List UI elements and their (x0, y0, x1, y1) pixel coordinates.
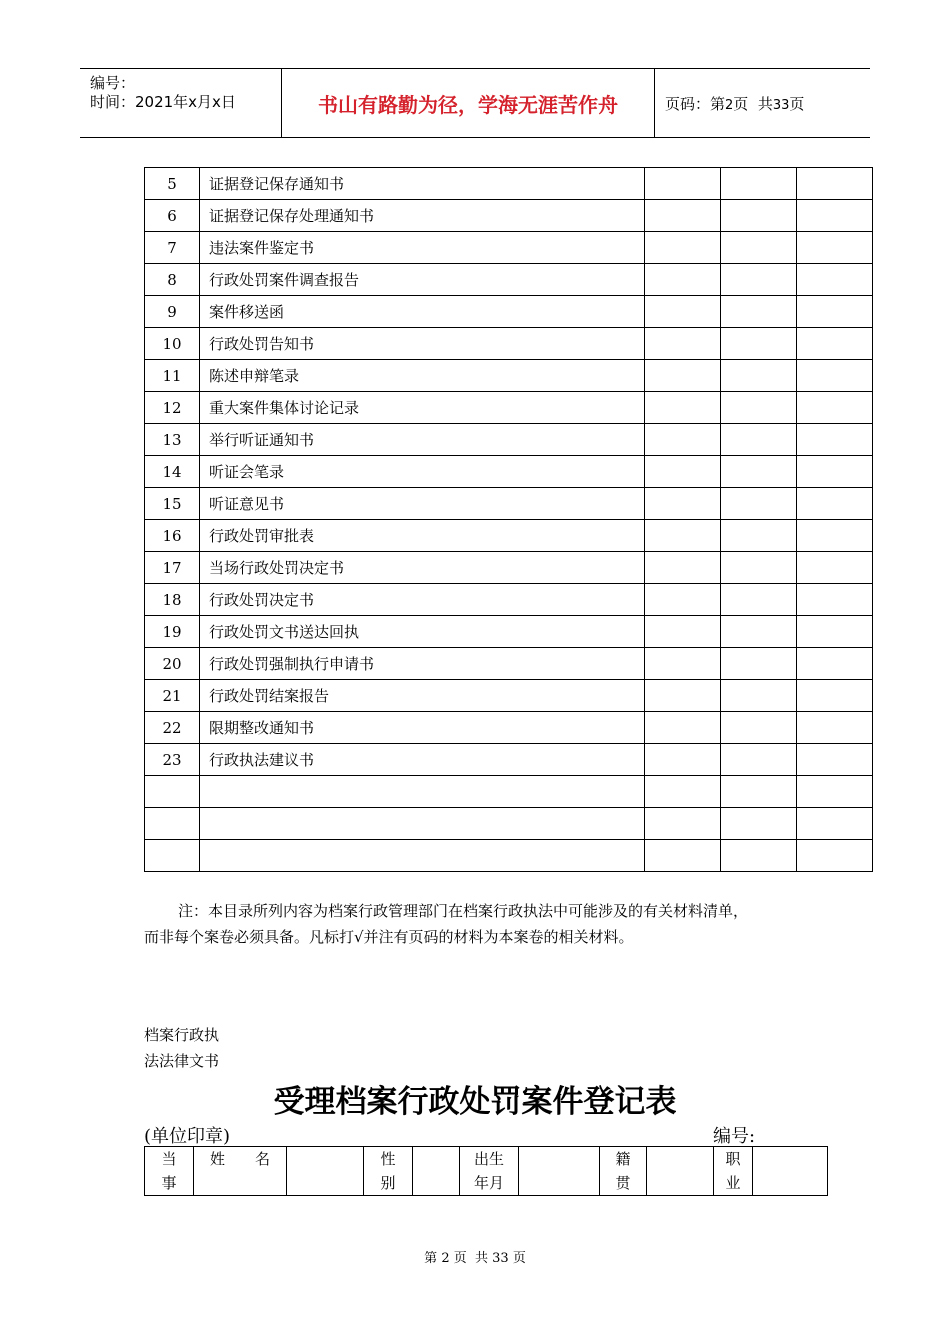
row-mark-cell[interactable] (645, 424, 721, 456)
row-number: 19 (145, 616, 200, 648)
table-row (145, 648, 873, 680)
party-label-2: 事 (161, 1174, 177, 1192)
table-row (145, 296, 873, 328)
origin-label (600, 1147, 647, 1196)
row-mark-cell[interactable] (645, 200, 721, 232)
row-page-cell[interactable] (721, 392, 797, 424)
row-page-cell[interactable] (721, 520, 797, 552)
table-row (145, 584, 873, 616)
row-page-cell[interactable] (721, 744, 797, 776)
table-row (145, 840, 873, 872)
row-mark-cell[interactable] (645, 168, 721, 200)
header-page-suffix: 页 (789, 95, 805, 113)
table-row (145, 808, 873, 840)
row-number: 8 (145, 264, 200, 296)
row-mark-cell[interactable] (645, 744, 721, 776)
row-page-cell[interactable] (721, 712, 797, 744)
row-remark-cell[interactable] (797, 488, 873, 520)
footer-prefix: 第 (424, 1251, 438, 1266)
row-mark-cell[interactable] (645, 712, 721, 744)
row-document-name (200, 840, 645, 872)
row-mark-cell[interactable] (645, 232, 721, 264)
row-document-name: 行政处罚结案报告 (200, 680, 645, 712)
row-mark-cell[interactable] (645, 456, 721, 488)
row-document-name: 行政处罚告知书 (200, 328, 645, 360)
header-page-info (665, 93, 804, 114)
row-remark-cell[interactable] (797, 616, 873, 648)
table-row (145, 168, 873, 200)
row-page-cell[interactable] (721, 776, 797, 808)
row-mark-cell[interactable] (645, 840, 721, 872)
row-number (145, 808, 200, 840)
row-number: 16 (145, 520, 200, 552)
gender-label-1: 性 (380, 1150, 396, 1168)
row-document-name: 证据登记保存处理通知书 (200, 200, 645, 232)
row-number: 11 (145, 360, 200, 392)
table-row (145, 264, 873, 296)
table-row (145, 680, 873, 712)
table-row (145, 232, 873, 264)
table-row (145, 200, 873, 232)
doc-category-line-2: 法法律文书 (144, 1052, 220, 1070)
row-number: 12 (145, 392, 200, 424)
table-row (145, 488, 873, 520)
row-document-name: 行政处罚案件调查报告 (200, 264, 645, 296)
row-remark-cell[interactable] (797, 648, 873, 680)
party-label (145, 1147, 194, 1196)
row-remark-cell[interactable] (797, 296, 873, 328)
row-page-cell[interactable] (721, 360, 797, 392)
row-document-name: 违法案件鉴定书 (200, 232, 645, 264)
table-row (145, 456, 873, 488)
row-mark-cell[interactable] (645, 648, 721, 680)
birth-label-1: 出生 (473, 1150, 504, 1168)
gender-label (364, 1147, 413, 1196)
row-page-cell[interactable] (721, 232, 797, 264)
row-document-name: 限期整改通知书 (200, 712, 645, 744)
row-page-cell[interactable] (721, 648, 797, 680)
row-mark-cell[interactable] (645, 392, 721, 424)
row-document-name: 听证意见书 (200, 488, 645, 520)
header-page-mid: 页 共 (733, 95, 773, 113)
row-page-cell[interactable] (721, 488, 797, 520)
note-line-1: 注：本目录所列内容为档案行政管理部门在档案行政执法中可能涉及的有关材料清单， (178, 902, 749, 920)
origin-value-cell[interactable] (647, 1147, 714, 1196)
table-row (145, 328, 873, 360)
row-mark-cell[interactable] (645, 584, 721, 616)
row-remark-cell[interactable] (797, 808, 873, 840)
table-row (145, 520, 873, 552)
gender-value-cell[interactable] (413, 1147, 460, 1196)
row-page-cell[interactable] (721, 168, 797, 200)
row-page-cell[interactable] (721, 584, 797, 616)
header-page-prefix: 页码：第 (665, 95, 726, 113)
row-remark-cell[interactable] (797, 232, 873, 264)
row-number: 22 (145, 712, 200, 744)
row-mark-cell[interactable] (645, 264, 721, 296)
row-remark-cell[interactable] (797, 264, 873, 296)
page-footer (0, 1247, 950, 1266)
table-row (145, 392, 873, 424)
table-row (145, 360, 873, 392)
origin-label-2: 贯 (615, 1174, 631, 1192)
page-header (80, 68, 870, 138)
row-number: 21 (145, 680, 200, 712)
row-page-cell[interactable] (721, 328, 797, 360)
row-number: 13 (145, 424, 200, 456)
name-label: 姓 名 (194, 1147, 287, 1196)
note-line-2: 而非每个案卷必须具备。凡标打√并注有页码的材料为本案卷的相关材料。 (144, 928, 634, 946)
row-number: 10 (145, 328, 200, 360)
table-row (145, 776, 873, 808)
row-page-cell[interactable] (721, 680, 797, 712)
gender-label-2: 别 (380, 1174, 396, 1192)
catalog-table-body (145, 168, 873, 872)
header-page-num: 2 (725, 98, 734, 113)
row-mark-cell[interactable] (645, 776, 721, 808)
row-number: 7 (145, 232, 200, 264)
row-mark-cell[interactable] (645, 520, 721, 552)
row-number: 14 (145, 456, 200, 488)
form-code-label: 编号: (713, 1126, 756, 1147)
row-number: 9 (145, 296, 200, 328)
row-document-name: 行政执法建议书 (200, 744, 645, 776)
row-page-cell[interactable] (721, 424, 797, 456)
row-mark-cell[interactable] (645, 296, 721, 328)
birth-label-2: 年月 (473, 1174, 504, 1192)
row-mark-cell[interactable] (645, 552, 721, 584)
row-number (145, 840, 200, 872)
row-document-name: 行政处罚文书送达回执 (200, 616, 645, 648)
row-remark-cell[interactable] (797, 552, 873, 584)
job-label-2: 业 (725, 1174, 741, 1192)
unit-seal-label: (单位印章) (144, 1126, 231, 1147)
row-number: 15 (145, 488, 200, 520)
row-page-cell[interactable] (721, 616, 797, 648)
doc-category-line-1: 档案行政执 (144, 1026, 220, 1044)
row-remark-cell[interactable] (797, 680, 873, 712)
row-page-cell[interactable] (721, 456, 797, 488)
row-number: 18 (145, 584, 200, 616)
row-page-cell[interactable] (721, 200, 797, 232)
doc-category-label (144, 1022, 219, 1074)
doc-number-label: 编号： (90, 74, 136, 92)
form-title: 受理档案行政处罚案件登记表 (273, 1084, 677, 1120)
job-value-cell[interactable] (753, 1147, 828, 1196)
row-remark-cell[interactable] (797, 328, 873, 360)
job-label (714, 1147, 753, 1196)
row-remark-cell[interactable] (797, 744, 873, 776)
catalog-table (144, 167, 873, 872)
row-document-name: 重大案件集体讨论记录 (200, 392, 645, 424)
footer-page: 2 (441, 1251, 450, 1266)
row-page-cell[interactable] (721, 840, 797, 872)
registration-table (144, 1146, 828, 1196)
row-remark-cell[interactable] (797, 392, 873, 424)
table-row (145, 424, 873, 456)
row-remark-cell[interactable] (797, 424, 873, 456)
name-value-cell[interactable] (287, 1147, 364, 1196)
table-row (145, 552, 873, 584)
row-page-cell[interactable] (721, 808, 797, 840)
party-label-1: 当 (161, 1150, 177, 1168)
row-number: 17 (145, 552, 200, 584)
row-remark-cell[interactable] (797, 456, 873, 488)
birth-label (460, 1147, 519, 1196)
table-row (145, 712, 873, 744)
row-mark-cell[interactable] (645, 488, 721, 520)
birth-value-cell[interactable] (519, 1147, 600, 1196)
row-document-name: 陈述申辩笔录 (200, 360, 645, 392)
row-number: 20 (145, 648, 200, 680)
origin-label-1: 籍 (615, 1150, 631, 1168)
table-row (145, 616, 873, 648)
job-label-1: 职 (725, 1150, 741, 1168)
header-page-total: 33 (772, 98, 790, 113)
row-mark-cell[interactable] (645, 360, 721, 392)
row-document-name: 举行听证通知书 (200, 424, 645, 456)
row-mark-cell[interactable] (645, 616, 721, 648)
row-remark-cell[interactable] (797, 584, 873, 616)
row-document-name: 证据登记保存通知书 (200, 168, 645, 200)
row-page-cell[interactable] (721, 264, 797, 296)
row-remark-cell[interactable] (797, 776, 873, 808)
row-mark-cell[interactable] (645, 328, 721, 360)
row-document-name (200, 808, 645, 840)
header-divider-right (654, 69, 655, 137)
catalog-note (144, 898, 844, 950)
row-remark-cell[interactable] (797, 168, 873, 200)
row-remark-cell[interactable] (797, 712, 873, 744)
row-number (145, 776, 200, 808)
row-document-name (200, 776, 645, 808)
row-page-cell[interactable] (721, 552, 797, 584)
row-mark-cell[interactable] (645, 680, 721, 712)
row-document-name: 当场行政处罚决定书 (200, 552, 645, 584)
footer-total: 33 (492, 1251, 509, 1266)
row-number: 6 (145, 200, 200, 232)
row-document-name: 行政处罚审批表 (200, 520, 645, 552)
header-motto: 书山有路勤为径，学海无涯苦作舟 (318, 92, 618, 117)
header-meta (80, 69, 281, 137)
row-page-cell[interactable] (721, 296, 797, 328)
row-remark-cell[interactable] (797, 840, 873, 872)
row-document-name: 案件移送函 (200, 296, 645, 328)
row-document-name: 行政处罚决定书 (200, 584, 645, 616)
row-remark-cell[interactable] (797, 360, 873, 392)
row-remark-cell[interactable] (797, 200, 873, 232)
row-document-name: 行政处罚强制执行申请书 (200, 648, 645, 680)
row-remark-cell[interactable] (797, 520, 873, 552)
row-number: 5 (145, 168, 200, 200)
footer-mid: 页 共 (453, 1251, 488, 1266)
row-mark-cell[interactable] (645, 808, 721, 840)
footer-suffix: 页 (512, 1251, 526, 1266)
table-row (145, 744, 873, 776)
doc-time-label: 时间：2021年x月x日 (90, 93, 236, 111)
row-number: 23 (145, 744, 200, 776)
row-document-name: 听证会笔录 (200, 456, 645, 488)
table-row (145, 1147, 828, 1196)
